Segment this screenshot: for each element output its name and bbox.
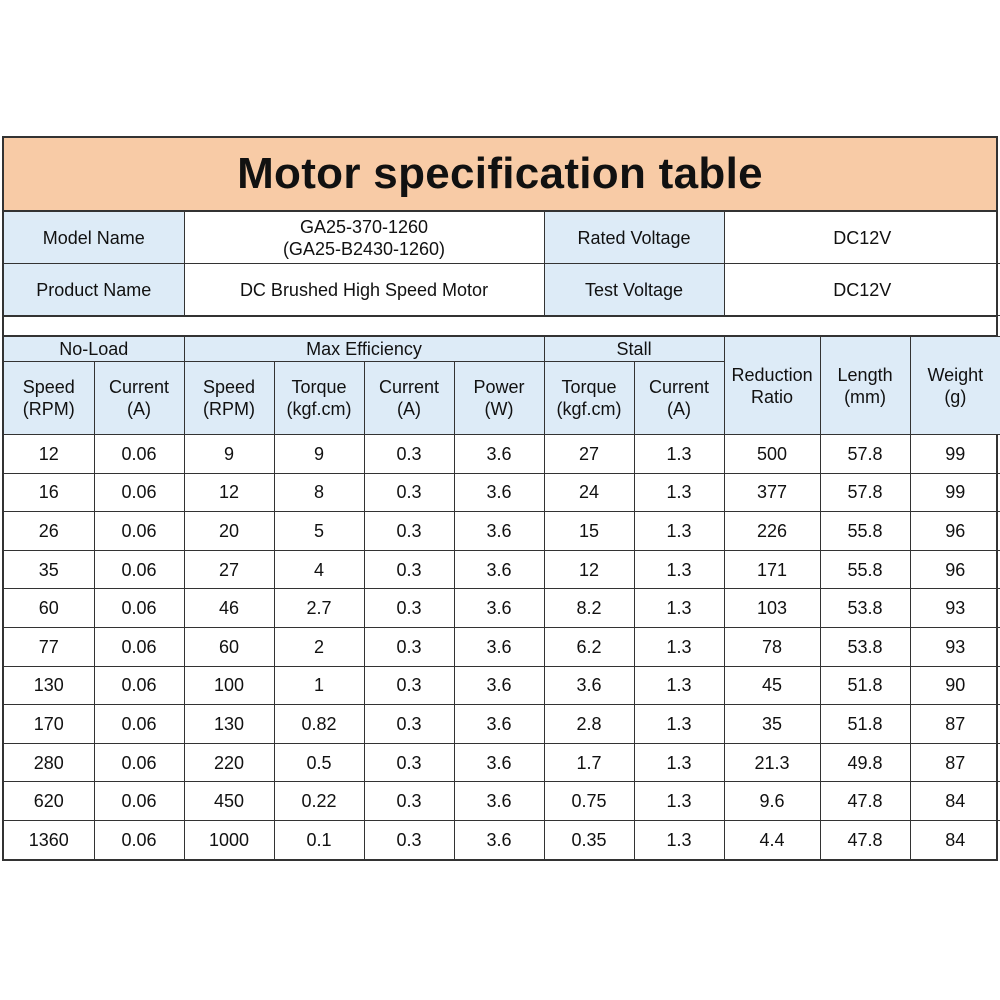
table-title: Motor specification table <box>4 138 996 212</box>
cell-reduction-ratio: 377 <box>724 473 820 512</box>
table-row <box>4 473 1000 512</box>
table-row <box>4 627 1000 666</box>
cell-length: 47.8 <box>820 782 910 821</box>
cell-st-current: 1.3 <box>634 512 724 551</box>
header-me-power-line1: Power <box>473 377 525 397</box>
cell-length: 55.8 <box>820 550 910 589</box>
cell-me-speed: 60 <box>184 627 274 666</box>
cell-nl-speed: 620 <box>4 782 94 821</box>
header-weight <box>910 337 1000 435</box>
cell-st-current: 1.3 <box>634 627 724 666</box>
cell-me-speed: 9 <box>184 435 274 474</box>
cell-me-torque: 9 <box>274 435 364 474</box>
cell-length: 53.8 <box>820 627 910 666</box>
data-rows <box>4 435 1000 859</box>
table-row <box>4 743 1000 782</box>
cell-st-current: 1.3 <box>634 743 724 782</box>
cell-st-torque: 15 <box>544 512 634 551</box>
cell-nl-current: 0.06 <box>94 627 184 666</box>
header-nl-speed-line1: Speed <box>22 377 75 397</box>
cell-reduction-ratio: 9.6 <box>724 782 820 821</box>
table-row <box>4 820 1000 858</box>
cell-nl-current: 0.06 <box>94 666 184 705</box>
info-table <box>4 212 1000 316</box>
cell-me-power: 3.6 <box>454 512 544 551</box>
cell-nl-speed: 1360 <box>4 820 94 858</box>
cell-me-torque: 0.22 <box>274 782 364 821</box>
cell-weight: 84 <box>910 820 1000 858</box>
table-row <box>4 512 1000 551</box>
cell-me-power: 3.6 <box>454 666 544 705</box>
header-reduction-line1: Reduction <box>731 364 813 385</box>
table-row <box>4 550 1000 589</box>
cell-weight: 93 <box>910 627 1000 666</box>
cell-length: 57.8 <box>820 473 910 512</box>
cell-me-power: 3.6 <box>454 627 544 666</box>
cell-me-current: 0.3 <box>364 550 454 589</box>
cell-me-current: 0.3 <box>364 627 454 666</box>
table-row <box>4 782 1000 821</box>
cell-me-torque: 0.82 <box>274 705 364 744</box>
header-nl-current-line2: (A) <box>127 399 151 419</box>
cell-nl-speed: 26 <box>4 512 94 551</box>
table-row <box>4 666 1000 705</box>
cell-nl-current: 0.06 <box>94 743 184 782</box>
cell-nl-speed: 170 <box>4 705 94 744</box>
cell-me-torque: 1 <box>274 666 364 705</box>
cell-st-current: 1.3 <box>634 782 724 821</box>
cell-weight: 99 <box>910 435 1000 474</box>
cell-st-torque: 1.7 <box>544 743 634 782</box>
cell-reduction-ratio: 226 <box>724 512 820 551</box>
cell-st-current: 1.3 <box>634 666 724 705</box>
header-nl-speed-line2: (RPM) <box>22 399 75 419</box>
cell-reduction-ratio: 35 <box>724 705 820 744</box>
cell-nl-current: 0.06 <box>94 550 184 589</box>
group-max-efficiency: Max Efficiency <box>184 337 544 362</box>
cell-weight: 96 <box>910 512 1000 551</box>
cell-nl-current: 0.06 <box>94 705 184 744</box>
cell-nl-speed: 35 <box>4 550 94 589</box>
cell-nl-speed: 12 <box>4 435 94 474</box>
cell-me-power: 3.6 <box>454 820 544 858</box>
cell-me-speed: 27 <box>184 550 274 589</box>
cell-st-current: 1.3 <box>634 435 724 474</box>
cell-me-torque: 5 <box>274 512 364 551</box>
cell-me-speed: 130 <box>184 705 274 744</box>
cell-nl-speed: 280 <box>4 743 94 782</box>
cell-st-current: 1.3 <box>634 473 724 512</box>
model-name-value <box>184 212 544 264</box>
header-st-current-line2: (A) <box>667 399 692 419</box>
group-no-load: No-Load <box>4 337 184 362</box>
table-row <box>4 435 1000 474</box>
cell-weight: 84 <box>910 782 1000 821</box>
cell-length: 53.8 <box>820 589 910 628</box>
header-me-torque-line2: (kgf.cm) <box>286 399 352 419</box>
cell-nl-current: 0.06 <box>94 473 184 512</box>
cell-me-power: 3.6 <box>454 473 544 512</box>
cell-nl-speed: 77 <box>4 627 94 666</box>
model-name-line1: GA25-370-1260 <box>299 216 429 237</box>
header-weight-line2: (g) <box>944 386 967 407</box>
table-row <box>4 589 1000 628</box>
header-me-power <box>454 362 544 435</box>
cell-st-current: 1.3 <box>634 550 724 589</box>
cell-nl-current: 0.06 <box>94 435 184 474</box>
cell-me-current: 0.3 <box>364 666 454 705</box>
cell-nl-speed: 130 <box>4 666 94 705</box>
model-name-line2: (GA25-B2430-1260) <box>282 238 446 259</box>
cell-me-torque: 0.5 <box>274 743 364 782</box>
cell-length: 51.8 <box>820 705 910 744</box>
cell-me-power: 3.6 <box>454 782 544 821</box>
header-st-torque-line2: (kgf.cm) <box>556 399 622 419</box>
cell-st-torque: 2.8 <box>544 705 634 744</box>
cell-weight: 93 <box>910 589 1000 628</box>
cell-st-current: 1.3 <box>634 820 724 858</box>
header-me-torque <box>274 362 364 435</box>
cell-me-torque: 2.7 <box>274 589 364 628</box>
cell-me-speed: 46 <box>184 589 274 628</box>
product-name-value: DC Brushed High Speed Motor <box>184 264 544 316</box>
cell-weight: 87 <box>910 705 1000 744</box>
info-row-model <box>4 212 1000 264</box>
header-st-current <box>634 362 724 435</box>
cell-reduction-ratio: 103 <box>724 589 820 628</box>
performance-table <box>4 336 1000 859</box>
header-me-torque-line1: Torque <box>291 377 347 397</box>
cell-me-current: 0.3 <box>364 820 454 858</box>
rated-voltage-value: DC12V <box>724 212 1000 264</box>
cell-weight: 90 <box>910 666 1000 705</box>
cell-me-current: 0.3 <box>364 473 454 512</box>
cell-reduction-ratio: 4.4 <box>724 820 820 858</box>
cell-me-speed: 12 <box>184 473 274 512</box>
header-st-current-line1: Current <box>649 377 710 397</box>
cell-me-torque: 0.1 <box>274 820 364 858</box>
test-voltage-value: DC12V <box>724 264 1000 316</box>
cell-st-current: 1.3 <box>634 589 724 628</box>
header-length-line2: (mm) <box>844 386 887 407</box>
cell-me-power: 3.6 <box>454 589 544 628</box>
header-me-current <box>364 362 454 435</box>
cell-me-power: 3.6 <box>454 705 544 744</box>
cell-me-current: 0.3 <box>364 782 454 821</box>
cell-weight: 99 <box>910 473 1000 512</box>
header-nl-current <box>94 362 184 435</box>
cell-me-torque: 8 <box>274 473 364 512</box>
cell-me-speed: 220 <box>184 743 274 782</box>
cell-nl-speed: 16 <box>4 473 94 512</box>
cell-me-torque: 2 <box>274 627 364 666</box>
cell-st-torque: 8.2 <box>544 589 634 628</box>
cell-me-speed: 100 <box>184 666 274 705</box>
cell-length: 57.8 <box>820 435 910 474</box>
cell-st-torque: 6.2 <box>544 627 634 666</box>
spec-table-container <box>2 136 998 861</box>
cell-nl-speed: 60 <box>4 589 94 628</box>
header-me-current-line1: Current <box>379 377 440 397</box>
header-nl-current-line1: Current <box>108 377 170 397</box>
cell-st-torque: 27 <box>544 435 634 474</box>
cell-st-current: 1.3 <box>634 705 724 744</box>
cell-me-speed: 450 <box>184 782 274 821</box>
header-weight-line1: Weight <box>927 364 984 385</box>
cell-reduction-ratio: 171 <box>724 550 820 589</box>
header-me-speed-line2: (RPM) <box>203 399 256 419</box>
group-header-row <box>4 337 1000 362</box>
header-me-power-line2: (W) <box>484 399 514 419</box>
cell-me-speed: 1000 <box>184 820 274 858</box>
header-st-torque <box>544 362 634 435</box>
cell-length: 49.8 <box>820 743 910 782</box>
cell-reduction-ratio: 21.3 <box>724 743 820 782</box>
header-st-torque-line1: Torque <box>561 377 617 397</box>
cell-st-torque: 3.6 <box>544 666 634 705</box>
cell-st-torque: 0.35 <box>544 820 634 858</box>
rated-voltage-label: Rated Voltage <box>544 212 724 264</box>
cell-reduction-ratio: 45 <box>724 666 820 705</box>
product-name-label: Product Name <box>4 264 184 316</box>
header-me-speed-line1: Speed <box>202 377 256 397</box>
cell-nl-current: 0.06 <box>94 589 184 628</box>
cell-me-power: 3.6 <box>454 550 544 589</box>
cell-me-current: 0.3 <box>364 589 454 628</box>
cell-nl-current: 0.06 <box>94 820 184 858</box>
cell-me-power: 3.6 <box>454 435 544 474</box>
cell-me-power: 3.6 <box>454 743 544 782</box>
cell-reduction-ratio: 78 <box>724 627 820 666</box>
header-length <box>820 337 910 435</box>
cell-me-current: 0.3 <box>364 512 454 551</box>
cell-me-current: 0.3 <box>364 705 454 744</box>
cell-me-current: 0.3 <box>364 435 454 474</box>
header-me-current-line2: (A) <box>397 399 422 419</box>
cell-me-torque: 4 <box>274 550 364 589</box>
header-nl-speed <box>4 362 94 435</box>
group-stall: Stall <box>544 337 724 362</box>
cell-length: 47.8 <box>820 820 910 858</box>
header-me-speed <box>184 362 274 435</box>
cell-nl-current: 0.06 <box>94 782 184 821</box>
cell-weight: 87 <box>910 743 1000 782</box>
header-reduction-line2: Ratio <box>751 386 794 407</box>
table-row <box>4 705 1000 744</box>
info-row-product <box>4 264 1000 316</box>
cell-st-torque: 0.75 <box>544 782 634 821</box>
test-voltage-label: Test Voltage <box>544 264 724 316</box>
cell-reduction-ratio: 500 <box>724 435 820 474</box>
cell-weight: 96 <box>910 550 1000 589</box>
cell-st-torque: 12 <box>544 550 634 589</box>
cell-length: 51.8 <box>820 666 910 705</box>
cell-length: 55.8 <box>820 512 910 551</box>
header-length-line1: Length <box>837 364 893 385</box>
cell-st-torque: 24 <box>544 473 634 512</box>
model-name-label: Model Name <box>4 212 184 264</box>
cell-nl-current: 0.06 <box>94 512 184 551</box>
header-reduction-ratio <box>724 337 820 435</box>
spacer-row <box>4 316 996 336</box>
cell-me-speed: 20 <box>184 512 274 551</box>
cell-me-current: 0.3 <box>364 743 454 782</box>
